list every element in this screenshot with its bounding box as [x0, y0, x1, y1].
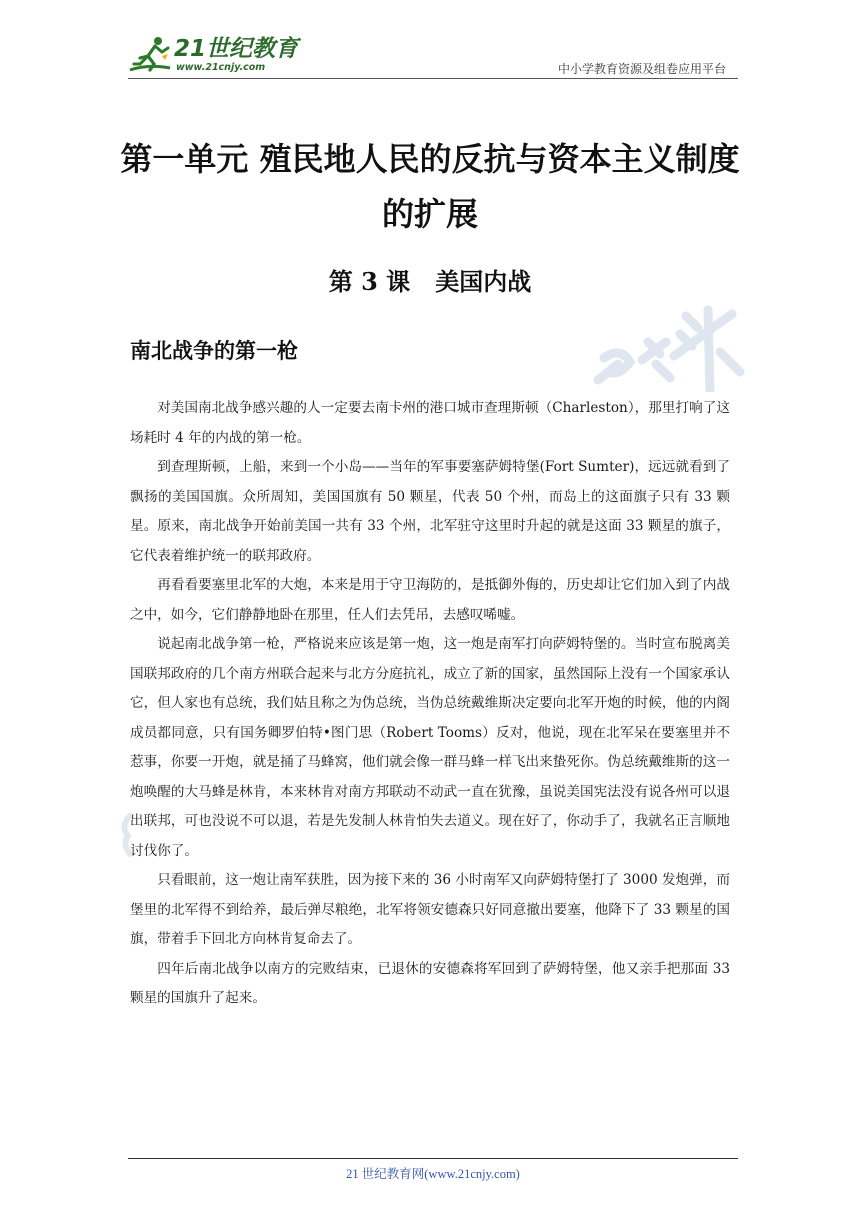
article-body	[130, 394, 730, 1014]
running-figure-logo-icon	[128, 34, 172, 78]
watermark-icon	[590, 302, 750, 392]
logo-url-text: www.21cnjy.com	[176, 62, 266, 73]
header-divider	[128, 78, 738, 79]
article-paragraph: 到查理斯顿，上船，来到一个小岛——当年的军事要塞萨姆特堡(Fort Sumter)，远远就看到了飘扬的美国国旗。众所周知，美国国旗有 50 颗星，代表 50 个州，而岛上的这面旗子只有 33 颗星。原来，南北战争开始前美国一共有 33 个州，北军驻守这里时升起的就是这面 33 颗星的旗子，它代表着维护统一的联邦政府。	[130, 459, 730, 564]
footer-link[interactable]: 21 世纪教育网(www.21cnjy.com)	[346, 1167, 520, 1181]
article-paragraph: 再看看要塞里北军的大炮，本来是用于守卫海防的，是抵御外侮的，历史却让它们加入到了内战之中，如今，它们静静地卧在那里，任人们去凭吊，去感叹唏嘘。	[130, 577, 730, 623]
article-paragraph: 只看眼前，这一炮让南军获胜，因为接下来的 36 小时南军又向萨姆特堡打了 3000 发炮弹，而堡里的北军得不到给养，最后弹尽粮绝，北军将领安德森只好同意撤出要塞，他降下了 33 颗星的国旗，带着手下回北方向林肯复命去了。	[130, 872, 730, 947]
lesson-title: 第 3 课 美国内战	[328, 267, 532, 296]
platform-tagline: 中小学教育资源及组卷应用平台	[557, 62, 726, 76]
footer-divider	[128, 1158, 738, 1159]
site-logo[interactable]	[128, 34, 328, 78]
article-paragraph: 对美国南北战争感兴趣的人一定要去南卡州的港口城市查理斯顿（Charleston），那里打响了这场耗时 4 年的内战的第一枪。	[130, 400, 730, 446]
logo-brand-text: 21世纪教育	[174, 36, 299, 62]
unit-title: 第一单元 殖民地人民的反抗与资本主义制度的扩展	[120, 140, 740, 233]
section-title: 南北战争的第一枪	[130, 339, 298, 363]
article-paragraph: 说起南北战争第一枪，严格说来应该是第一炮，这一炮是南军打向萨姆特堡的。当时宣布脱离美国联邦政府的几个南方州联合起来与北方分庭抗礼，成立了新的国家，虽然国际上没有一个国家承认它，但人家也有总统，我们姑且称之为伪总统，当伪总统戴维斯决定要向北军开炮的时候，他的内阁成员都同意，只有国务卿罗伯特•图门思（Robert Tooms）反对，他说，现在北军呆在要塞里并不惹事，你要一开炮，就是捅了马蜂窝，他们就会像一群马蜂一样飞出来蛰死你。伪总统戴维斯的这一炮唤醒的大马蜂是林肯，本来林肯对南方邦联动不动武一直在犹豫，虽说美国宪法没有说各州可以退出联邦，可也没说不可以退，若是先发制人林肯怕失去道义。现在好了，你动手了，我就名正言顺地讨伐你了。	[130, 636, 730, 859]
page-header	[128, 30, 738, 80]
article-paragraph: 四年后南北战争以南方的完败结束，已退休的安德森将军回到了萨姆特堡，他又亲手把那面 33 颗星的国旗升了起来。	[130, 960, 730, 1006]
